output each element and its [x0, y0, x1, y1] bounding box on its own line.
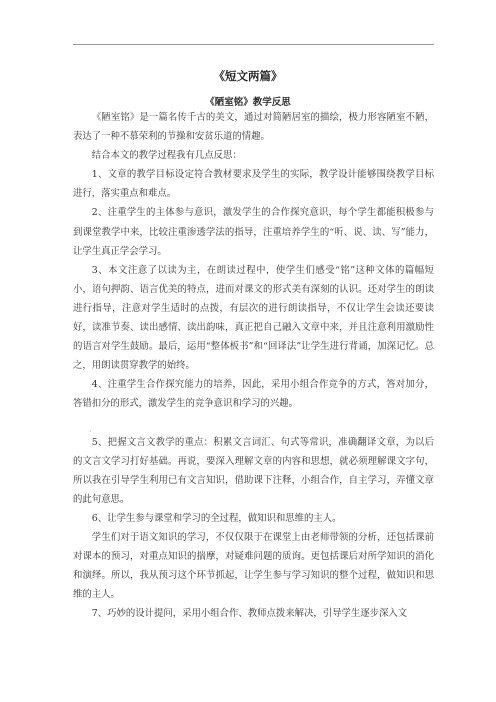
paragraph-point-3: 3、本文注意了以读为主，在朗读过程中，使学生们感受“铭”这种文体的篇幅短小，语句押韵、语言优美的特点，进而对课文的形式美有深刻的认识。还对学生的朗读进行指导，注意对学生适时的点拨，有层次的进行朗读指导，不仅让学生会读还要读好，读准节奏、读出感情、读出韵味，真正把自己融入文章中来，并且注意利用激励性的语言对学生鼓励。最后，运用“整体板书”和“回译法”让学生进行背诵，加深记忆。总之，用朗读贯穿教学的始终。 [73, 264, 434, 372]
document-subtitle: 《陋室铭》教学反思 [205, 97, 291, 108]
paragraph-point-2: 2、注重学生的主体参与意识，激发学生的合作探究意识，每个学生都能积极参与到课堂教学中来，比较注重渗透学法的指导，注重培养学生的“听、说、读、写”能力，让学生真正学会学习。 [73, 207, 434, 257]
paragraph-point-4: 4、注重学生合作探究能力的培养，因此，采用小组合作竞争的方式，答对加分，答错扣分的形式，激发学生的竞争意识和学习的兴趣。 [73, 379, 434, 410]
document-body [73, 108, 434, 623]
paragraph-point-7: 7、巧妙的设计提问，采用小组合作、教师点拨来解决，引导学生逐步深入文 [91, 608, 408, 620]
document-title: 《短文两篇》 [213, 69, 283, 83]
paragraph-intro: 《陋室铭》是一篇名传千古的美文，通过对简陋居室的描绘，极力形容陋室不陋，表达了一种不慕荣利的节操和安贫乐道的情趣。 [73, 112, 434, 143]
paragraph-point-1: 1、文章的教学目标设定符合教材要求及学生的实际，教学设计能够围绕教学目标进行，落实重点和难点。 [73, 169, 434, 200]
paragraph-reflection-lead: 结合本文的教学过程我有几点反思： [91, 150, 242, 162]
paragraph-point-6-detail: 学生们对于语文知识的学习，不仅仅限于在课堂上由老师带领的分析，还包括课前对课本的预习，对重点知识的揣摩，对疑难问题的质询。更包括课后对所学知识的消化和演绎。所以，我从预习这个环节抓起，让学生参与学习知识的整个过程，做知识和思维的主人。 [73, 531, 434, 601]
header-rule [73, 44, 434, 45]
paragraph-point-5: 5、把握文言文教学的重点：积累文言词汇、句式等常识，准确翻译文章，为以后的文言文学习打好基础。再说，要深入理解文章的内容和思想，就必须理解课文字句，所以我在引导学生利用已有文言知识，借助课下注释，小组合作，自主学习，弄懂文章的此句意思。 [73, 436, 434, 505]
paragraph-point-6: 6、让学生参与课堂和学习的全过程，做知识和思维的主人。 [91, 512, 342, 524]
stray-mark: 、 [89, 424, 96, 433]
